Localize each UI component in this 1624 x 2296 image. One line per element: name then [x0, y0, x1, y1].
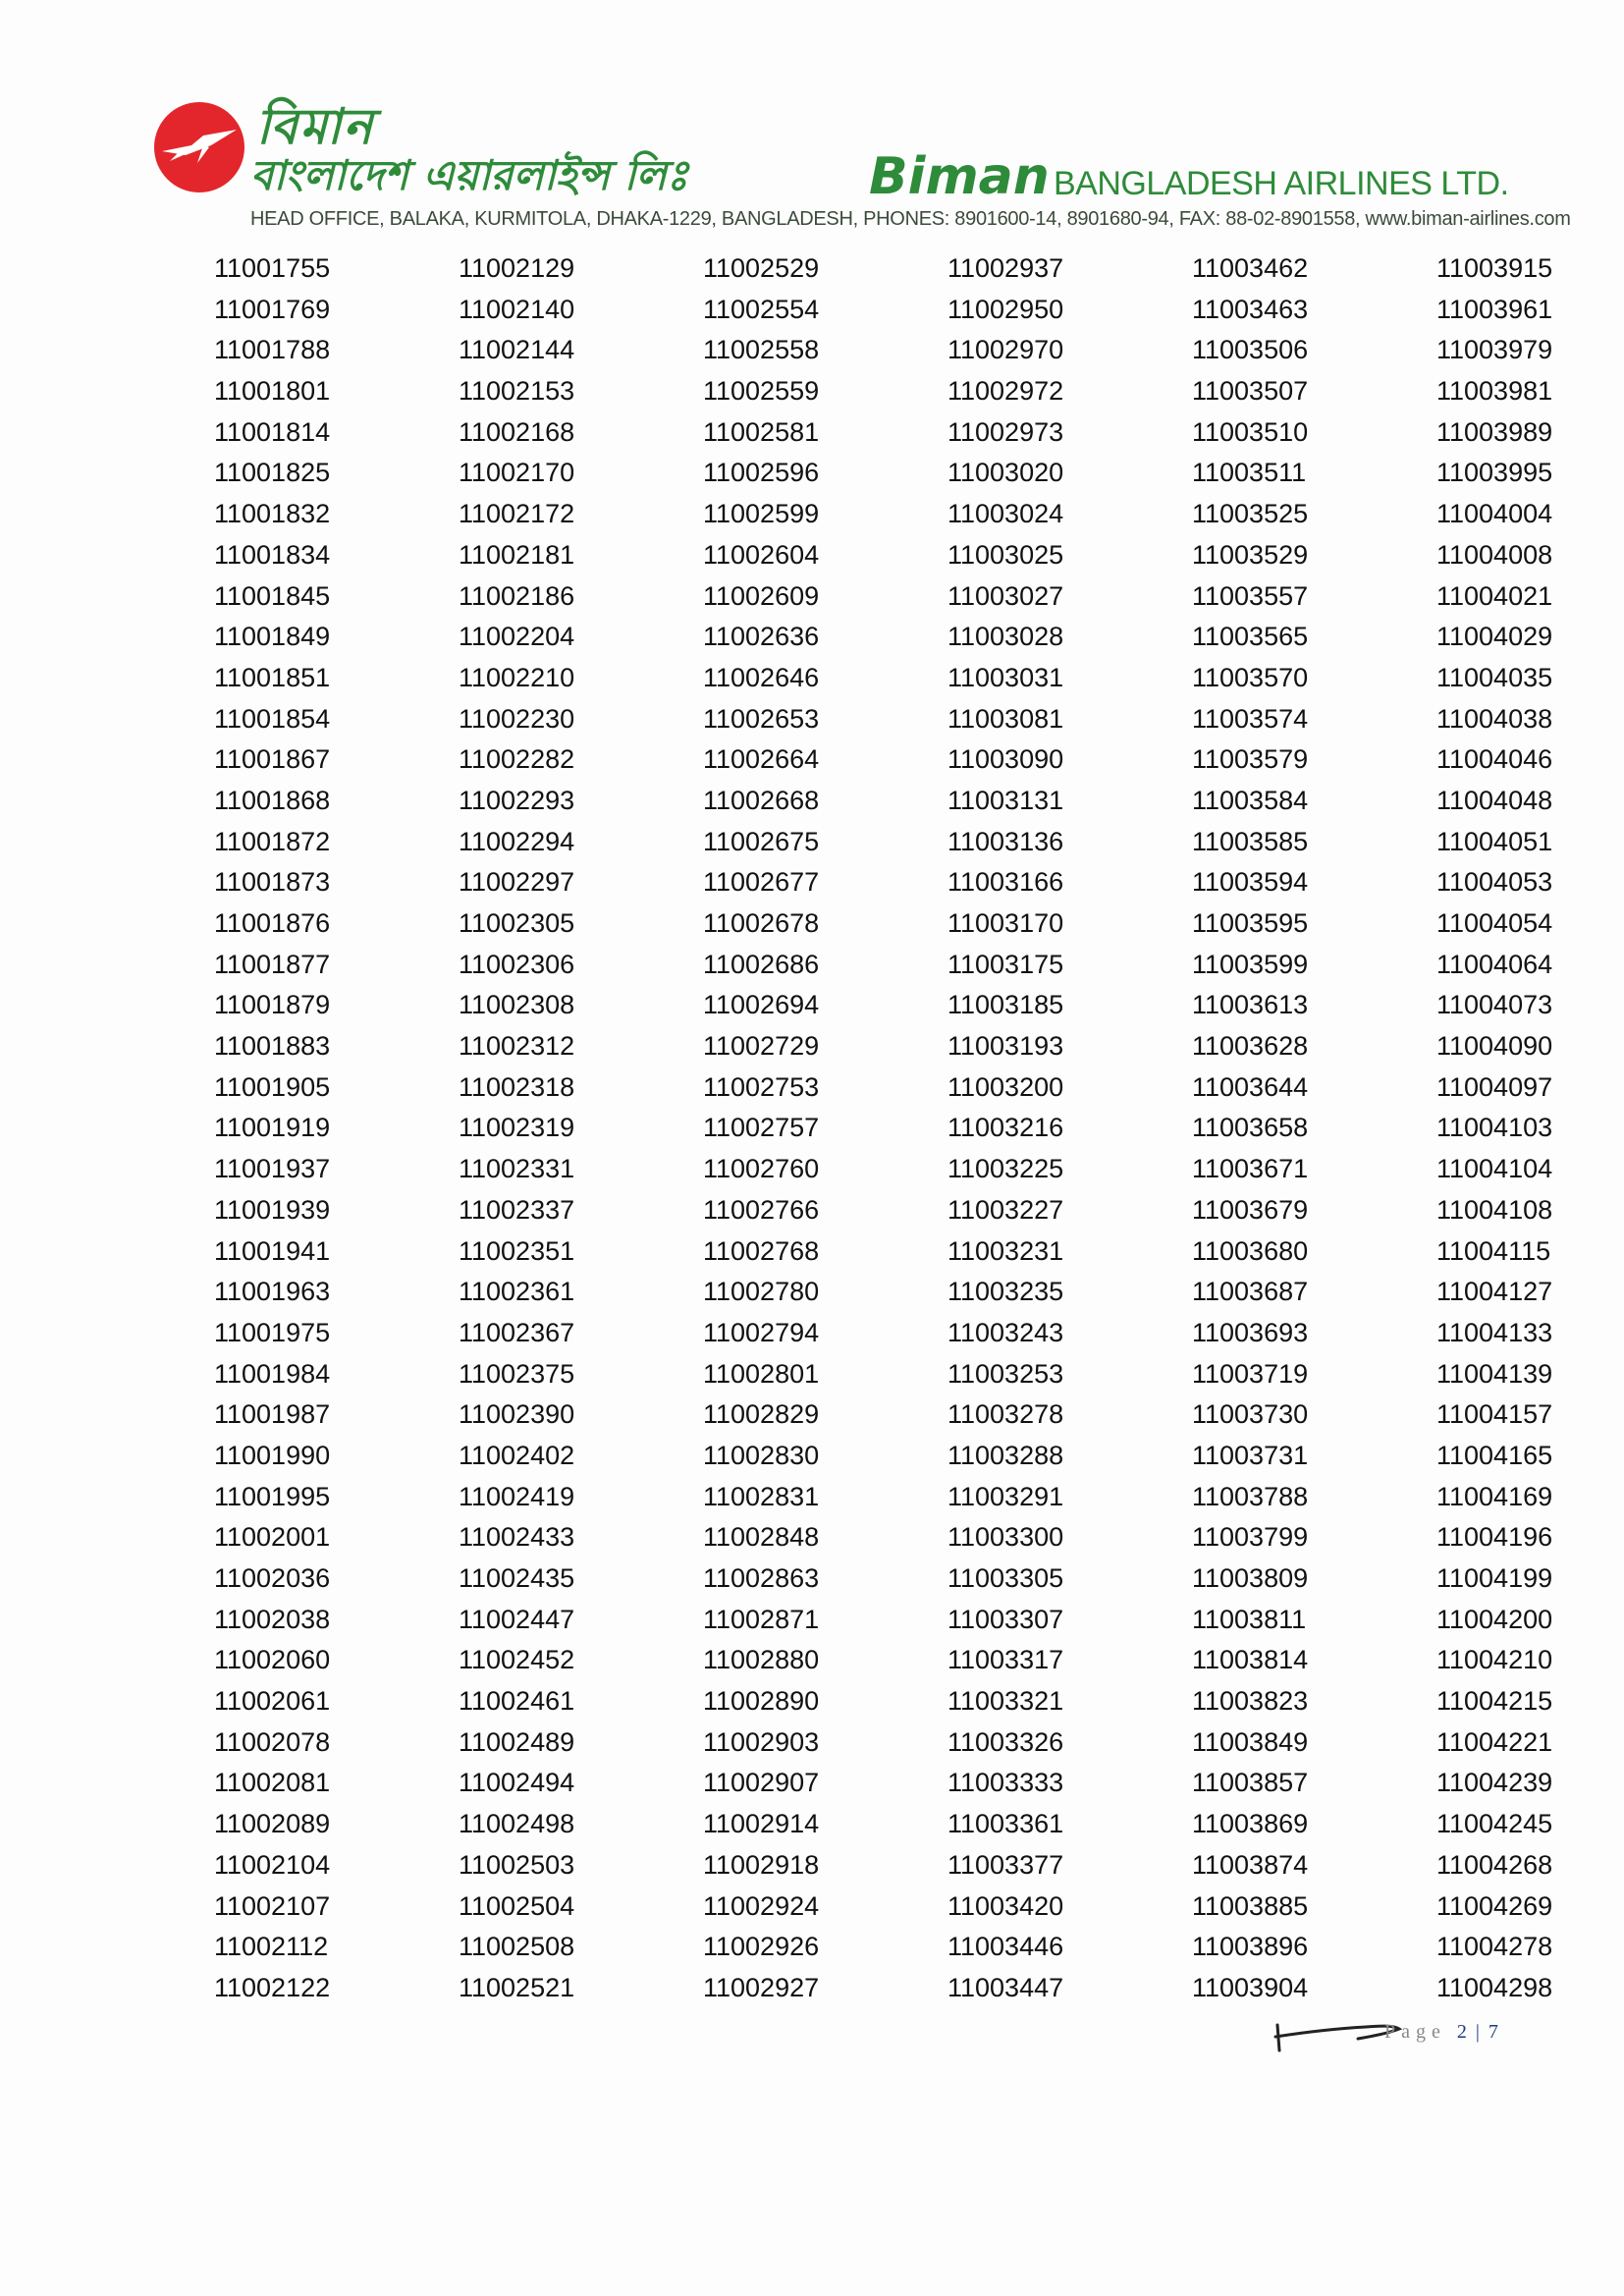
- roll-number-cell: 11003989: [1436, 416, 1553, 447]
- roll-number-cell: 11003333: [947, 1768, 1064, 1798]
- roll-number-cell: 11003574: [1192, 703, 1309, 734]
- roll-number-cell: 11002831: [703, 1481, 820, 1511]
- roll-number-cell: 11003680: [1192, 1235, 1309, 1266]
- roll-number-cell: 11003584: [1192, 785, 1309, 815]
- roll-number-cell: 11001883: [214, 1031, 331, 1062]
- roll-number-cell: 11001963: [214, 1277, 331, 1307]
- roll-number-cell: 11002918: [703, 1849, 820, 1880]
- roll-number-cell: 11003193: [947, 1031, 1064, 1062]
- roll-number-cell: 11002447: [459, 1604, 575, 1634]
- roll-number-cell: 11001814: [214, 416, 331, 447]
- roll-number-cell: 11001876: [214, 908, 331, 938]
- roll-number-cell: 11001939: [214, 1194, 331, 1225]
- roll-number-cell: 11002367: [459, 1317, 575, 1347]
- roll-number-cell: 11003361: [947, 1809, 1064, 1839]
- roll-number-cell: 11004054: [1436, 908, 1553, 938]
- roll-number-cell: 11004298: [1436, 1972, 1553, 2002]
- roll-number-cell: 11004051: [1436, 826, 1553, 856]
- roll-number-cell: 11003594: [1192, 867, 1309, 898]
- roll-number-cell: 11002144: [459, 335, 575, 365]
- roll-number-cell: 11004090: [1436, 1031, 1553, 1062]
- roll-number-cell: 11003131: [947, 785, 1064, 815]
- roll-number-cell: 11003730: [1192, 1399, 1309, 1430]
- roll-number-cell: 11003185: [947, 990, 1064, 1020]
- roll-number-cell: 11003658: [1192, 1113, 1309, 1143]
- roll-number-cell: 11002204: [459, 622, 575, 652]
- roll-number-cell: 11001801: [214, 376, 331, 407]
- roll-number-cell: 11003885: [1192, 1890, 1309, 1921]
- roll-number-cell: 11001849: [214, 622, 331, 652]
- roll-number-cell: 11003849: [1192, 1726, 1309, 1757]
- roll-number-cell: 11004035: [1436, 662, 1553, 692]
- roll-number-cell: 11004165: [1436, 1440, 1553, 1470]
- roll-number-cell: 11004029: [1436, 622, 1553, 652]
- roll-number-cell: 11002036: [214, 1563, 331, 1593]
- roll-number-cell: 11001854: [214, 703, 331, 734]
- roll-number-cell: 11002871: [703, 1604, 820, 1634]
- roll-number-cell: 11001919: [214, 1113, 331, 1143]
- roll-number-cell: 11003857: [1192, 1768, 1309, 1798]
- roll-number-cell: 11001995: [214, 1481, 331, 1511]
- roll-number-cell: 11003027: [947, 580, 1064, 611]
- roll-number-cell: 11003525: [1192, 499, 1309, 529]
- roll-number-cell: 11003981: [1436, 376, 1553, 407]
- roll-number-cell: 11003613: [1192, 990, 1309, 1020]
- roll-number-cell: 11002060: [214, 1645, 331, 1675]
- roll-number-cell: 11001788: [214, 335, 331, 365]
- roll-number-cell: 11003300: [947, 1522, 1064, 1553]
- roll-number-cell: 11004210: [1436, 1645, 1553, 1675]
- roll-number-cell: 11002780: [703, 1277, 820, 1307]
- roll-number-cell: 11002122: [214, 1972, 331, 2002]
- roll-number-cell: 11001872: [214, 826, 331, 856]
- roll-number-cell: 11002494: [459, 1768, 575, 1798]
- roll-number-cell: 11004108: [1436, 1194, 1553, 1225]
- roll-number-cell: 11002829: [703, 1399, 820, 1430]
- roll-number-cell: 11003081: [947, 703, 1064, 734]
- roll-number-cell: 11002402: [459, 1440, 575, 1470]
- letterhead-bengali-company: বাংলাদেশ এয়ারলাইন্স লিঃ: [250, 151, 689, 199]
- roll-number-cell: 11004199: [1436, 1563, 1553, 1593]
- roll-number-cell: 11003462: [1192, 253, 1309, 283]
- roll-number-cell: 11003507: [1192, 376, 1309, 407]
- letterhead-contact-line: HEAD OFFICE, BALAKA, KURMITOLA, DHAKA-1229, BANGLADESH, PHONES: 8901600-14, 8901680-94, FAX: 88-02-8901558, www.biman-airlines.com: [250, 208, 1571, 230]
- roll-number-cell: 11001873: [214, 867, 331, 898]
- roll-number-cell: 11003809: [1192, 1563, 1309, 1593]
- roll-number-cell: 11002529: [703, 253, 820, 283]
- roll-number-cell: 11003175: [947, 949, 1064, 979]
- roll-number-column-1: [214, 248, 410, 2009]
- roll-number-cell: 11003811: [1192, 1604, 1307, 1634]
- roll-number-cell: 11003644: [1192, 1071, 1309, 1102]
- roll-number-cell: 11004053: [1436, 867, 1553, 898]
- roll-number-cell: 11002230: [459, 703, 575, 734]
- roll-number-cell: 11002675: [703, 826, 820, 856]
- roll-number-cell: 11003529: [1192, 539, 1309, 570]
- roll-number-cell: 11002433: [459, 1522, 575, 1553]
- roll-number-cell: 11003200: [947, 1071, 1064, 1102]
- roll-number-cell: 11003896: [1192, 1932, 1309, 1962]
- roll-number-cell: 11004200: [1436, 1604, 1553, 1634]
- roll-number-cell: 11002596: [703, 458, 820, 488]
- roll-number-cell: 11002848: [703, 1522, 820, 1553]
- roll-number-cell: 11002153: [459, 376, 575, 407]
- roll-number-cell: 11001834: [214, 539, 331, 570]
- roll-number-cell: 11002521: [459, 1972, 575, 2002]
- roll-number-cell: 11002489: [459, 1726, 575, 1757]
- roll-number-cell: 11003463: [1192, 294, 1309, 324]
- roll-number-cell: 11003510: [1192, 416, 1309, 447]
- roll-number-cell: 11002186: [459, 580, 575, 611]
- roll-number-cell: 11002599: [703, 499, 820, 529]
- roll-number-cell: 11001755: [214, 253, 331, 283]
- roll-number-cell: 11003166: [947, 867, 1064, 898]
- roll-number-cell: 11003024: [947, 499, 1064, 529]
- roll-number-cell: 11004245: [1436, 1809, 1553, 1839]
- roll-number-cell: 11003447: [947, 1972, 1064, 2002]
- letterhead-airline-name: BANGLADESH AIRLINES LTD.: [1054, 165, 1509, 202]
- roll-number-cell: 11002061: [214, 1686, 331, 1717]
- roll-number-cell: 11002559: [703, 376, 820, 407]
- roll-number-cell: 11002435: [459, 1563, 575, 1593]
- roll-number-cell: 11001832: [214, 499, 331, 529]
- roll-number-cell: 11002880: [703, 1645, 820, 1675]
- roll-number-cell: 11002636: [703, 622, 820, 652]
- roll-number-cell: 11003511: [1192, 458, 1307, 488]
- roll-number-cell: 11002419: [459, 1481, 575, 1511]
- roll-number-cell: 11001868: [214, 785, 331, 815]
- roll-number-cell: 11002801: [703, 1358, 820, 1389]
- roll-number-cell: 11002038: [214, 1604, 331, 1634]
- roll-number-cell: 11002294: [459, 826, 575, 856]
- roll-number-cell: 11001990: [214, 1440, 331, 1470]
- roll-number-cell: 11001769: [214, 294, 331, 324]
- roll-number-cell: 11003570: [1192, 662, 1309, 692]
- roll-number-cell: 11002927: [703, 1972, 820, 2002]
- roll-number-cell: 11002089: [214, 1809, 331, 1839]
- roll-number-cell: 11002308: [459, 990, 575, 1020]
- roll-number-cell: 11002890: [703, 1686, 820, 1717]
- roll-number-cell: 11003679: [1192, 1194, 1309, 1225]
- roll-number-cell: 11003291: [947, 1481, 1064, 1511]
- roll-number-cell: 11002107: [214, 1890, 331, 1921]
- roll-number-cell: 11003420: [947, 1890, 1064, 1921]
- roll-number-cell: 11002830: [703, 1440, 820, 1470]
- roll-number-cell: 11004038: [1436, 703, 1553, 734]
- roll-number-cell: 11002664: [703, 744, 820, 775]
- roll-number-cell: 11002972: [947, 376, 1064, 407]
- roll-number-cell: 11004097: [1436, 1071, 1553, 1102]
- roll-number-cell: 11003235: [947, 1277, 1064, 1307]
- roll-number-cell: 11002293: [459, 785, 575, 815]
- roll-number-cell: 11004021: [1436, 580, 1553, 611]
- roll-number-cell: 11002498: [459, 1809, 575, 1839]
- roll-number-cell: 11004269: [1436, 1890, 1553, 1921]
- roll-number-cell: 11002694: [703, 990, 820, 1020]
- roll-number-cell: 11003136: [947, 826, 1064, 856]
- roll-number-cell: 11002729: [703, 1031, 820, 1062]
- roll-number-cell: 11003595: [1192, 908, 1309, 938]
- roll-number-cell: 11002757: [703, 1113, 820, 1143]
- roll-number-cell: 11002001: [214, 1522, 331, 1553]
- roll-number-cell: 11002973: [947, 416, 1064, 447]
- page-label: Page: [1384, 2021, 1446, 2043]
- roll-number-cell: 11001987: [214, 1399, 331, 1430]
- roll-number-cell: 11002926: [703, 1932, 820, 1962]
- roll-number-cell: 11002604: [703, 539, 820, 570]
- roll-number-cell: 11002950: [947, 294, 1064, 324]
- roll-number-cell: 11003995: [1436, 458, 1553, 488]
- roll-number-cell: 11002863: [703, 1563, 820, 1593]
- roll-number-cell: 11002337: [459, 1194, 575, 1225]
- roll-number-cell: 11003915: [1436, 253, 1553, 283]
- roll-number-cell: 11002558: [703, 335, 820, 365]
- roll-number-cell: 11004004: [1436, 499, 1553, 529]
- roll-number-cell: 11003579: [1192, 744, 1309, 775]
- roll-number-cell: 11002129: [459, 253, 575, 283]
- roll-number-cell: 11003025: [947, 539, 1064, 570]
- roll-number-cell: 11003326: [947, 1726, 1064, 1757]
- roll-number-cell: 11003869: [1192, 1809, 1309, 1839]
- roll-number-cell: 11002668: [703, 785, 820, 815]
- roll-number-cell: 11002503: [459, 1849, 575, 1880]
- roll-number-cell: 11003243: [947, 1317, 1064, 1347]
- roll-number-cell: 11004196: [1436, 1522, 1553, 1553]
- roll-number-cell: 11002331: [459, 1154, 575, 1184]
- roll-number-column-6: [1436, 248, 1624, 2009]
- roll-number-cell: 11003788: [1192, 1481, 1309, 1511]
- roll-number-cell: 11001941: [214, 1235, 331, 1266]
- roll-number-cell: 11002306: [459, 949, 575, 979]
- roll-number-cell: 11002653: [703, 703, 820, 734]
- roll-number-cell: 11004115: [1436, 1235, 1551, 1266]
- roll-number-cell: 11003874: [1192, 1849, 1309, 1880]
- roll-number-cell: 11002581: [703, 416, 820, 447]
- roll-number-cell: 11003599: [1192, 949, 1309, 979]
- roll-number-cell: 11002104: [214, 1849, 331, 1880]
- roll-number-cell: 11003321: [947, 1686, 1064, 1717]
- roll-number-cell: 11002554: [703, 294, 820, 324]
- roll-number-cell: 11003693: [1192, 1317, 1309, 1347]
- roll-number-cell: 11002461: [459, 1686, 575, 1717]
- roll-number-column-4: [947, 248, 1144, 2009]
- roll-number-cell: 11002210: [459, 662, 575, 692]
- roll-number-cell: 11003278: [947, 1399, 1064, 1430]
- roll-number-cell: 11002907: [703, 1768, 820, 1798]
- roll-number-cell: 11002753: [703, 1071, 820, 1102]
- roll-number-cell: 11003227: [947, 1194, 1064, 1225]
- page-number: 2 | 7: [1456, 2021, 1500, 2043]
- roll-number-cell: 11002312: [459, 1031, 575, 1062]
- roll-number-cell: 11004127: [1436, 1277, 1553, 1307]
- roll-number-cell: 11004048: [1436, 785, 1553, 815]
- roll-number-cell: 11002170: [459, 458, 575, 488]
- roll-number-cell: 11002112: [214, 1932, 329, 1962]
- biman-stork-logo-icon: [152, 100, 246, 194]
- roll-number-cell: 11002318: [459, 1071, 575, 1102]
- page-footer: [1384, 2021, 1500, 2044]
- roll-number-cell: 11004221: [1436, 1726, 1553, 1757]
- roll-number-cell: 11002768: [703, 1235, 820, 1266]
- roll-number-cell: 11002081: [214, 1768, 331, 1798]
- roll-number-cell: 11003305: [947, 1563, 1064, 1593]
- roll-number-cell: 11002504: [459, 1890, 575, 1921]
- roll-number-cell: 11003628: [1192, 1031, 1309, 1062]
- roll-number-cell: 11002766: [703, 1194, 820, 1225]
- roll-number-cell: 11003225: [947, 1154, 1064, 1184]
- roll-number-cell: 11002686: [703, 949, 820, 979]
- roll-number-cell: 11003028: [947, 622, 1064, 652]
- roll-number-cell: 11004064: [1436, 949, 1553, 979]
- roll-number-cell: 11003585: [1192, 826, 1309, 856]
- roll-number-cell: 11002140: [459, 294, 575, 324]
- roll-number-cell: 11002305: [459, 908, 575, 938]
- roll-number-cell: 11003020: [947, 458, 1064, 488]
- roll-number-column-2: [459, 248, 655, 2009]
- roll-number-cell: 11004133: [1436, 1317, 1553, 1347]
- roll-number-cell: 11003565: [1192, 622, 1309, 652]
- roll-number-cell: 11003671: [1192, 1154, 1309, 1184]
- roll-number-cell: 11002794: [703, 1317, 820, 1347]
- roll-number-cell: 11003557: [1192, 580, 1309, 611]
- letterhead-brand: Biman: [869, 147, 1050, 206]
- roll-number-cell: 11003799: [1192, 1522, 1309, 1553]
- roll-number-cell: 11002168: [459, 416, 575, 447]
- roll-number-cell: 11001825: [214, 458, 331, 488]
- roll-number-cell: 11003377: [947, 1849, 1064, 1880]
- roll-number-cell: 11003307: [947, 1604, 1064, 1634]
- roll-number-cell: 11001851: [214, 662, 331, 692]
- roll-number-cell: 11004278: [1436, 1932, 1553, 1962]
- roll-number-cell: 11002078: [214, 1726, 331, 1757]
- roll-number-cell: 11004073: [1436, 990, 1553, 1020]
- roll-number-cell: 11002914: [703, 1809, 820, 1839]
- roll-number-cell: 11001845: [214, 580, 331, 611]
- letterhead-bengali-title: বিমান: [256, 98, 375, 155]
- roll-number-cell: 11002375: [459, 1358, 575, 1389]
- roll-number-cell: 11001984: [214, 1358, 331, 1389]
- roll-number-cell: 11001877: [214, 949, 331, 979]
- roll-number-cell: 11003979: [1436, 335, 1553, 365]
- roll-number-cell: 11002760: [703, 1154, 820, 1184]
- roll-number-cell: 11003814: [1192, 1645, 1309, 1675]
- roll-number-cell: 11003231: [947, 1235, 1064, 1266]
- roll-number-cell: 11003961: [1436, 294, 1553, 324]
- roll-number-cell: 11004215: [1436, 1686, 1553, 1717]
- roll-number-cell: 11002646: [703, 662, 820, 692]
- roll-number-cell: 11002609: [703, 580, 820, 611]
- roll-number-cell: 11003687: [1192, 1277, 1309, 1307]
- roll-number-cell: 11002351: [459, 1235, 575, 1266]
- roll-number-cell: 11002970: [947, 335, 1064, 365]
- roll-number-cell: 11004139: [1436, 1358, 1553, 1389]
- roll-number-cell: 11004169: [1436, 1481, 1553, 1511]
- roll-number-cell: 11001905: [214, 1071, 331, 1102]
- roll-number-cell: 11004157: [1436, 1399, 1553, 1430]
- roll-number-cell: 11004008: [1436, 539, 1553, 570]
- roll-number-cell: 11002903: [703, 1726, 820, 1757]
- roll-number-cell: 11003090: [947, 744, 1064, 775]
- roll-number-cell: 11002181: [459, 539, 575, 570]
- roll-number-cell: 11003031: [947, 662, 1064, 692]
- roll-number-cell: 11004104: [1436, 1154, 1553, 1184]
- roll-number-cell: 11003719: [1192, 1358, 1309, 1389]
- roll-number-cell: 11003506: [1192, 335, 1309, 365]
- roll-number-cell: 11002390: [459, 1399, 575, 1430]
- roll-number-cell: 11004103: [1436, 1113, 1553, 1143]
- roll-number-cell: 11002282: [459, 744, 575, 775]
- roll-number-cell: 11003823: [1192, 1686, 1309, 1717]
- roll-number-cell: 11002319: [459, 1113, 575, 1143]
- roll-number-cell: 11003288: [947, 1440, 1064, 1470]
- roll-number-cell: 11002297: [459, 867, 575, 898]
- roll-number-cell: 11002678: [703, 908, 820, 938]
- letterhead: [152, 96, 1571, 244]
- roll-number-cell: 11004239: [1436, 1768, 1553, 1798]
- roll-number-cell: 11001975: [214, 1317, 331, 1347]
- roll-number-cell: 11001867: [214, 744, 331, 775]
- roll-number-cell: 11003904: [1192, 1972, 1309, 2002]
- roll-number-cell: 11002452: [459, 1645, 575, 1675]
- roll-number-cell: 11004046: [1436, 744, 1553, 775]
- roll-number-cell: 11002508: [459, 1932, 575, 1962]
- roll-number-cell: 11003253: [947, 1358, 1064, 1389]
- roll-number-cell: 11003446: [947, 1932, 1064, 1962]
- roll-number-column-5: [1192, 248, 1388, 2009]
- roll-number-cell: 11004268: [1436, 1849, 1553, 1880]
- roll-number-cell: 11001937: [214, 1154, 331, 1184]
- roll-number-cell: 11002172: [459, 499, 575, 529]
- roll-number-cell: 11002361: [459, 1277, 575, 1307]
- roll-number-cell: 11002924: [703, 1890, 820, 1921]
- roll-number-cell: 11003216: [947, 1113, 1064, 1143]
- roll-number-column-3: [703, 248, 899, 2009]
- roll-number-cell: 11003317: [947, 1645, 1064, 1675]
- roll-number-cell: 11003731: [1192, 1440, 1309, 1470]
- roll-number-cell: 11002677: [703, 867, 820, 898]
- roll-number-cell: 11002937: [947, 253, 1064, 283]
- roll-number-cell: 11003170: [947, 908, 1064, 938]
- roll-number-cell: 11001879: [214, 990, 331, 1020]
